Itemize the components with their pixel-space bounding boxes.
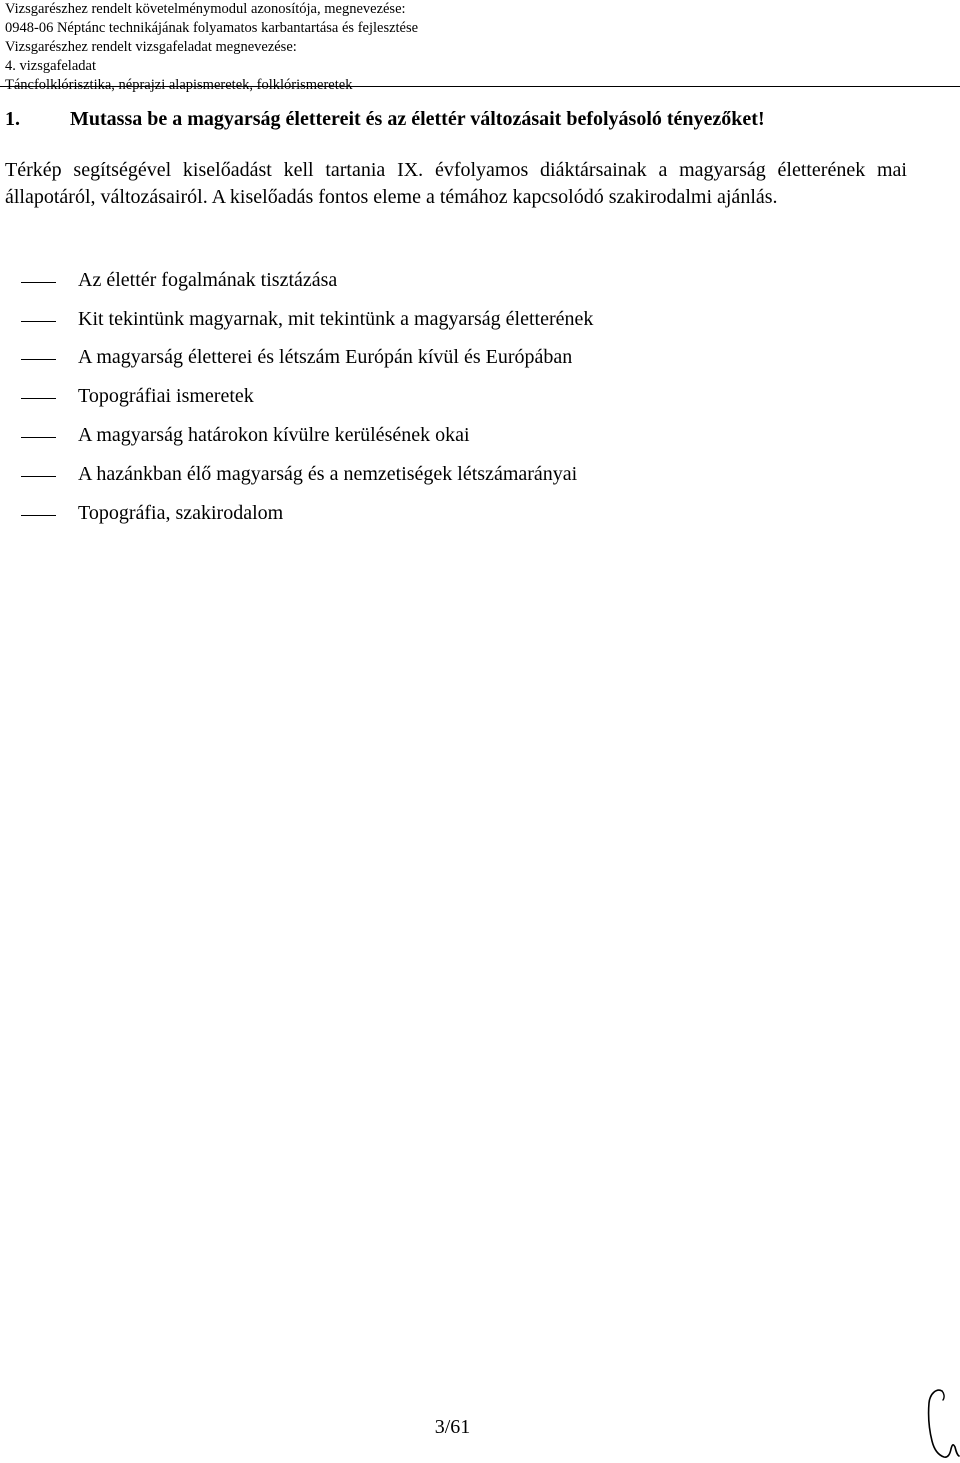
list-item-text: Topográfiai ismeretek (78, 385, 254, 408)
list-item-text: A magyarság határokon kívülre kerülésének okai (78, 424, 470, 447)
list-item (21, 300, 921, 339)
list-item (21, 416, 921, 455)
dash-bullet-icon (21, 282, 56, 283)
task-description: Térkép segítségével kiselőadást kell tartania IX. évfolyamos diáktársainak a magyarság életterének mai állapotáról, változásairól. A kiselőadás fontos eleme a témához kapcsolódó szakirodalmi ajánlás. (5, 159, 907, 208)
header-line-task-name: Táncfolklórisztika, néprajzi alapismeretek, folklórismeretek (5, 77, 353, 93)
bullet-list (21, 261, 921, 533)
header-line-task-label: Vizsgarészhez rendelt vizsgafeladat megnevezése: (5, 39, 297, 55)
task-title-text: Mutassa be a magyarság élettereit és az élettér változásait befolyásoló tényezőket! (70, 108, 765, 130)
list-item-text: A hazánkban élő magyarság és a nemzetiségek létszámarányai (78, 462, 578, 485)
list-item-text: Topográfia, szakirodalom (78, 501, 284, 524)
header-divider (0, 86, 960, 87)
dash-bullet-icon (21, 437, 56, 438)
dash-bullet-icon (21, 476, 56, 477)
document-header (5, 0, 945, 95)
list-item-text: A magyarság életterei és létszám Európán kívül és Európában (78, 346, 573, 369)
dash-bullet-icon (21, 515, 56, 516)
list-item-text: Kit tekintünk magyarnak, mit tekintünk a magyarság életterének (78, 307, 594, 330)
task-number: 1. (5, 108, 20, 130)
list-item (21, 261, 921, 300)
header-line-module-name: 0948-06 Néptánc technikájának folyamatos karbantartása és fejlesztése (5, 20, 419, 36)
task-title (5, 108, 945, 131)
list-item (21, 494, 921, 533)
list-item-text: Az élettér fogalmának tisztázása (78, 268, 338, 291)
list-item (21, 339, 921, 378)
list-item (21, 377, 921, 416)
header-line-module-label: Vizsgarészhez rendelt követelménymodul azonosítója, megnevezése: (5, 1, 406, 17)
dash-bullet-icon (21, 398, 56, 399)
handwritten-signature (920, 1385, 960, 1460)
page-number: 3/61 (434, 1416, 471, 1438)
list-item (21, 455, 921, 494)
dash-bullet-icon (21, 359, 56, 360)
dash-bullet-icon (21, 321, 56, 322)
header-line-task-number: 4. vizsgafeladat (5, 58, 96, 74)
